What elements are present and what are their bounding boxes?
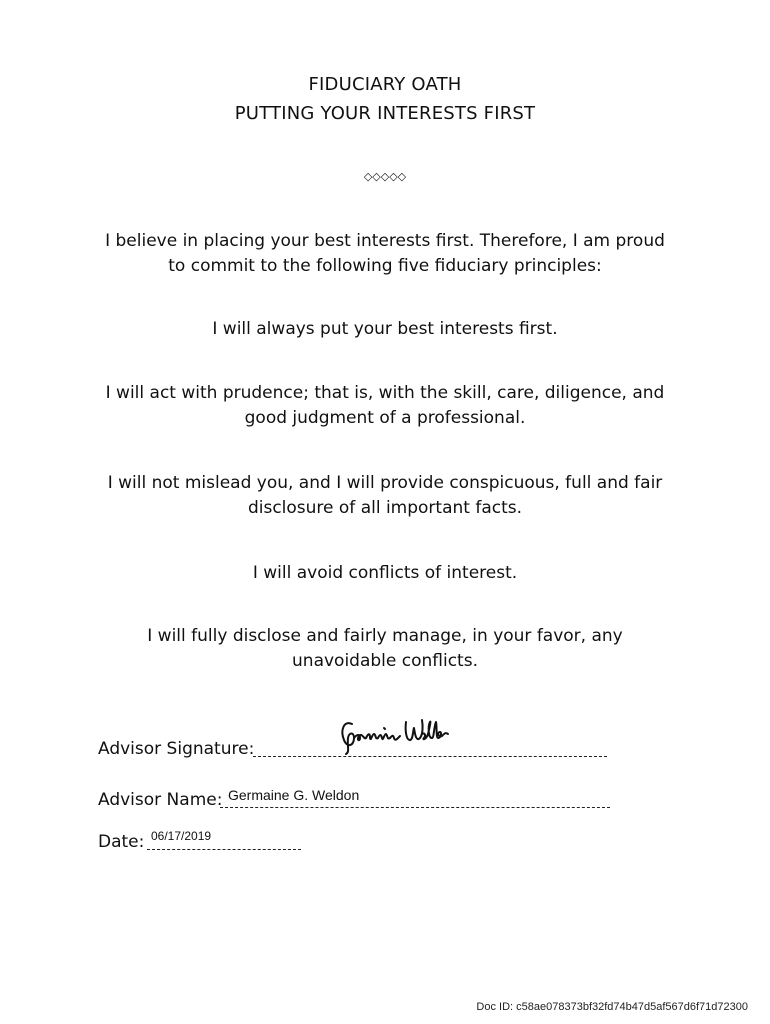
date-value[interactable]: 06/17/2019: [151, 829, 212, 843]
intro-paragraph: I believe in placing your best interests first. Therefore, I am proud to commit to the following five fiduciary principles:: [105, 231, 665, 276]
doc-id: Doc ID: c58ae078373bf32fd74b47d5af567d6f71d72300: [476, 1001, 748, 1013]
document-subtitle: PUTTING YOUR INTERESTS FIRST: [234, 103, 536, 124]
document-title: FIDUCIARY OATH: [308, 74, 462, 95]
date-line[interactable]: [147, 849, 301, 850]
signature-label: Advisor Signature:: [98, 739, 255, 759]
principle-5: I will fully disclose and fairly manage, in your favor, any unavoidable conflicts.: [147, 626, 623, 671]
principle-4: I will avoid conflicts of interest.: [252, 563, 518, 583]
name-line[interactable]: [220, 807, 610, 808]
principle-2: I will act with prudence; that is, with the skill, care, diligence, and good judgment of a professional.: [105, 383, 665, 428]
diamond-ornament-icon: ◇◇◇◇◇: [363, 170, 407, 183]
signature-line[interactable]: [253, 756, 607, 757]
name-label: Advisor Name:: [98, 790, 223, 810]
handwritten-signature: [338, 716, 450, 756]
principle-1: I will always put your best interests first.: [212, 319, 558, 339]
name-value[interactable]: Germaine G. Weldon: [228, 787, 360, 803]
principle-3: I will not mislead you, and I will provide conspicuous, full and fair disclosure of all important facts.: [107, 473, 663, 518]
date-label: Date:: [98, 832, 145, 852]
